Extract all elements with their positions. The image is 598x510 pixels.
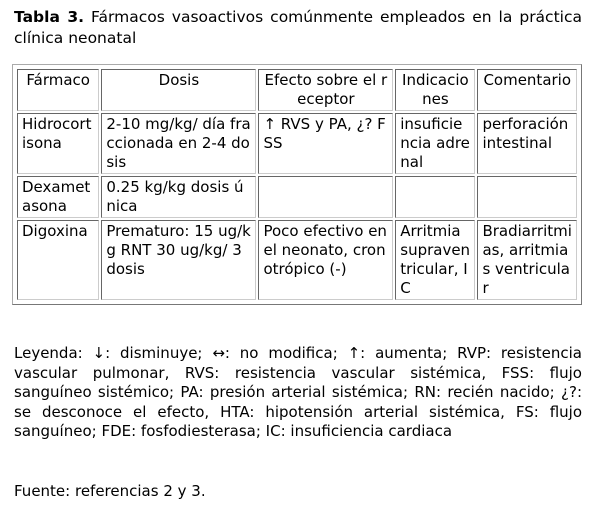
header-efecto: Efecto sobre el receptor: [258, 69, 393, 111]
header-dosis: Dosis: [101, 69, 256, 111]
drug-table: [15, 67, 579, 302]
cell-farmaco: Hidrocortisona: [17, 113, 99, 174]
cell-dosis: 0.25 kg/kg dosis única: [101, 176, 256, 218]
cell-indicaciones: [395, 176, 475, 218]
cell-farmaco: Digoxina: [17, 220, 99, 300]
table-legend: Leyenda: ↓: disminuye; ↔: no modifica; ↑: aumenta; RVP: resistencia vascular pulmonar, RVS: resistencia vascular sistémica, FSS: flujo sanguíneo sistémico; PA: presión arterial sistémica; RN: recién nacido; ¿?: se desconoce el efecto, HTA: hipotensión arterial sistémica, FS: flujo sanguíneo; FDE: fosfodiesterasa; IC: insuficiencia cardiaca: [14, 344, 582, 440]
table-row: [17, 220, 577, 300]
cell-indicaciones: Arritmia supraventricular, IC: [395, 220, 475, 300]
cell-efecto: ↑ RVS y PA, ¿? FSS: [258, 113, 393, 174]
table-header-row: [17, 69, 577, 111]
table-source: Fuente: referencias 2 y 3.: [14, 482, 206, 500]
cell-indicaciones: insuficiencia adrenal: [395, 113, 475, 174]
cell-comentario: perforación intestinal: [477, 113, 577, 174]
header-comentario: Comentario: [477, 69, 577, 111]
cell-efecto: [258, 176, 393, 218]
header-farmaco: Fármaco: [17, 69, 99, 111]
drug-table-frame: [12, 64, 582, 305]
header-indicaciones: Indicaciones: [395, 69, 475, 111]
table-caption-text: Fármacos vasoactivos comúnmente empleados en la práctica clínica neonatal: [14, 8, 582, 47]
table-row: [17, 176, 577, 218]
cell-dosis: Prematuro: 15 ug/kg RNT 30 ug/kg/ 3 dosis: [101, 220, 256, 300]
cell-comentario: Bradiarritmias, arritmias ventricular: [477, 220, 577, 300]
table-row: [17, 113, 577, 174]
table-caption-label: Tabla 3.: [14, 8, 85, 26]
cell-efecto: Poco efectivo en el neonato, cronotrópico (-): [258, 220, 393, 300]
cell-dosis: 2-10 mg/kg/ día fraccionada en 2-4 dosis: [101, 113, 256, 174]
cell-farmaco: Dexametasona: [17, 176, 99, 218]
cell-comentario: [477, 176, 577, 218]
table-caption: [14, 7, 582, 49]
